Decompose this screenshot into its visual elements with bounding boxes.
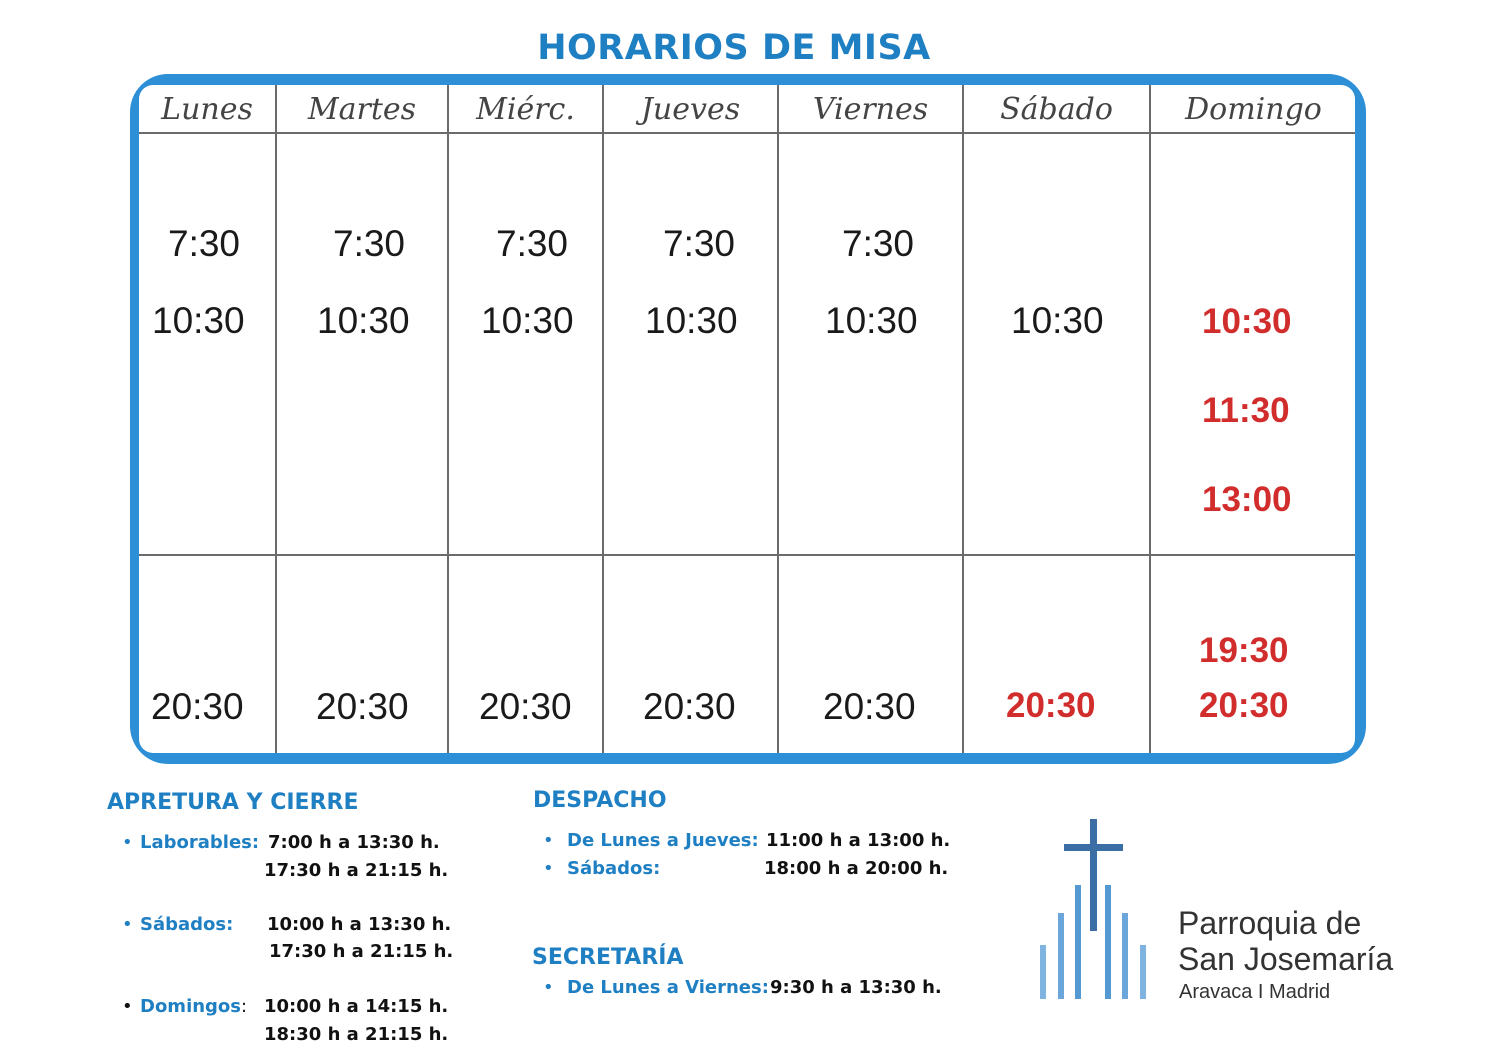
despacho-item-label: De Lunes a Jueves: [567, 830, 759, 851]
schedule-table [139, 85, 1355, 753]
mass-time: 10:30 [645, 300, 738, 341]
mass-time: 7:30 [842, 223, 915, 264]
logo-line-2: San Josemaría [1178, 941, 1394, 977]
despacho-item-time: 18:00 h a 20:00 h. [764, 858, 949, 879]
day-header-martes: Martes [307, 92, 417, 127]
cross-logo-icon [1030, 815, 1160, 1005]
despacho-heading: DESPACHO [533, 788, 667, 813]
mass-time: 7:30 [496, 223, 569, 264]
mass-time: 7:30 [663, 223, 736, 264]
apertura-domingos-time: 10:00 h a 14:15 h. [264, 996, 449, 1017]
mass-time: 10:30 [152, 300, 245, 341]
apertura-heading: APRETURA Y CIERRE [107, 790, 359, 815]
apertura-sabados-time: 10:00 h a 13:30 h. [267, 914, 452, 935]
mass-time-highlight: 19:30 [1199, 631, 1289, 670]
logo-line-1: Parroquia de [1178, 905, 1362, 941]
mass-time: 7:30 [333, 223, 406, 264]
apertura-laborables-time: 17:30 h a 21:15 h. [264, 860, 449, 881]
day-header-domingo: Domingo [1185, 92, 1322, 127]
mass-time: 10:30 [1011, 300, 1104, 341]
secretaria-heading: SECRETARÍA [532, 945, 684, 970]
mass-time: 10:30 [825, 300, 918, 341]
day-header-viernes: Viernes [812, 92, 929, 127]
mass-time: 20:30 [643, 686, 736, 727]
bullet-icon: • [543, 977, 554, 998]
bullet-icon: • [122, 996, 133, 1017]
apertura-sabados-label: Sábados: [140, 914, 234, 935]
mass-time: 7:30 [168, 223, 241, 264]
secretaria-item-time: 9:30 h a 13:30 h. [770, 977, 942, 998]
mass-time-highlight: 11:30 [1202, 391, 1290, 430]
bullet-icon: • [543, 858, 554, 879]
apertura-sabados-time: 17:30 h a 21:15 h. [269, 941, 454, 962]
column-divider [275, 85, 277, 753]
schedule-table-frame [130, 74, 1366, 764]
mass-time-highlight: 10:30 [1202, 302, 1292, 341]
column-divider [777, 85, 779, 753]
mass-time: 20:30 [479, 686, 572, 727]
mass-time-highlight: 13:00 [1202, 480, 1292, 519]
apertura-domingos-time: 18:30 h a 21:15 h. [264, 1024, 449, 1045]
despacho-item-label: Sábados: [567, 858, 661, 879]
day-header-sabado: Sábado [1000, 92, 1113, 127]
mass-time: 20:30 [316, 686, 409, 727]
bullet-icon: • [122, 832, 133, 853]
mass-time: 10:30 [481, 300, 574, 341]
mass-time: 20:30 [823, 686, 916, 727]
secretaria-item-label: De Lunes a Viernes: [567, 977, 769, 998]
bullet-icon: • [122, 914, 133, 935]
header-divider [139, 132, 1355, 134]
day-header-miercoles: Miérc. [476, 92, 575, 127]
day-header-jueves: Jueves [640, 92, 741, 127]
mass-time-highlight: 20:30 [1006, 686, 1096, 725]
column-divider [602, 85, 604, 753]
mass-time: 20:30 [151, 686, 244, 727]
apertura-domingos-label: Domingos: [140, 996, 248, 1017]
apertura-laborables-label: Laborables: [140, 832, 260, 853]
column-divider [1149, 85, 1151, 753]
mass-time-highlight: 20:30 [1199, 686, 1289, 725]
evening-divider [139, 554, 1355, 556]
day-header-lunes: Lunes [161, 92, 253, 127]
despacho-item-time: 11:00 h a 13:00 h. [766, 830, 951, 851]
logo-line-3: Aravaca I Madrid [1179, 981, 1331, 1003]
column-divider [447, 85, 449, 753]
apertura-laborables-time: 7:00 h a 13:30 h. [268, 832, 440, 853]
page-title: HORARIOS DE MISA [537, 28, 931, 68]
bullet-icon: • [543, 830, 554, 851]
mass-time: 10:30 [317, 300, 410, 341]
column-divider [962, 85, 964, 753]
